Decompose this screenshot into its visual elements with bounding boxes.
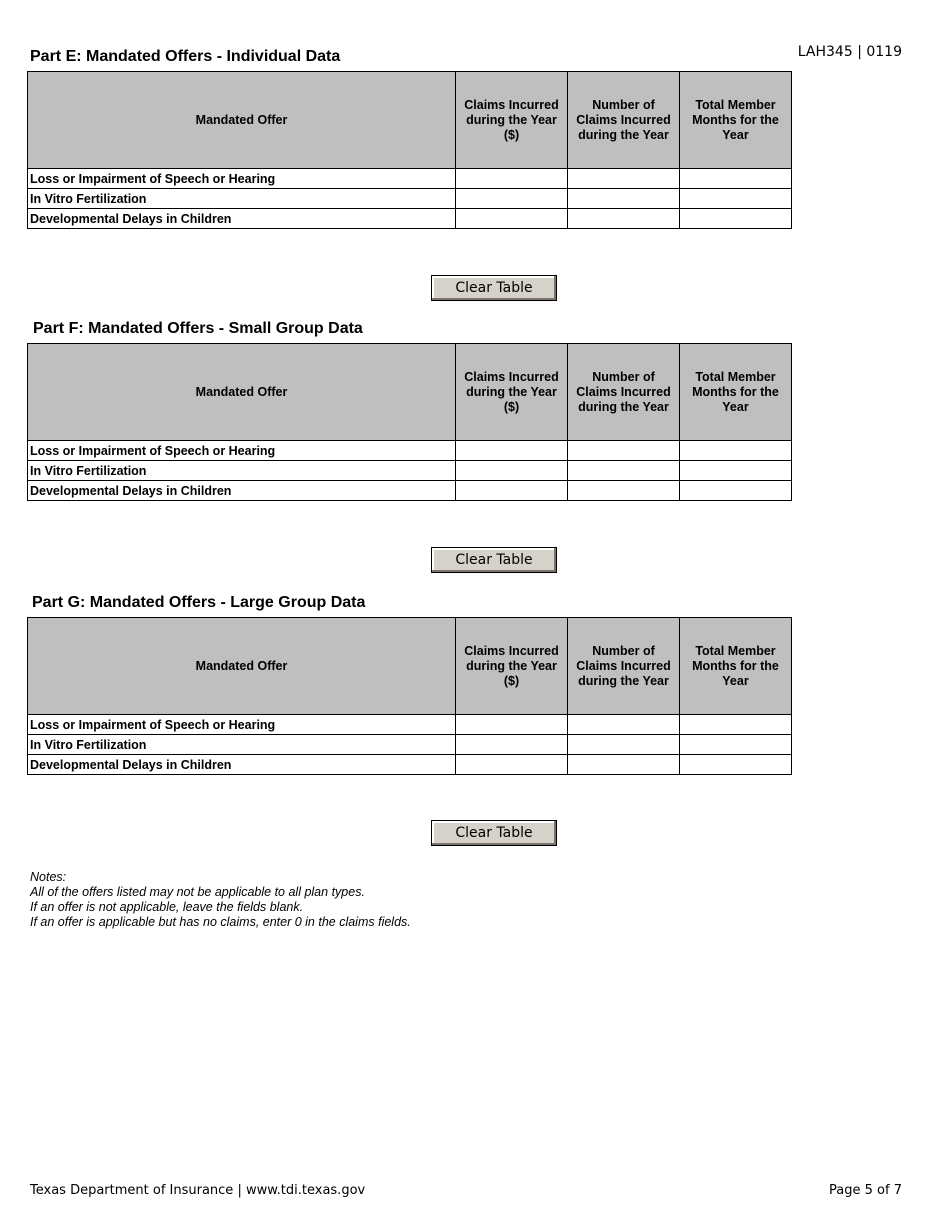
note-line: If an offer is applicable but has no claims, enter 0 in the claims fields. <box>30 915 411 929</box>
note-line: All of the offers listed may not be applicable to all plan types. <box>30 885 365 899</box>
row-label: Developmental Delays in Children <box>28 209 456 229</box>
section-title-part-e: Part E: Mandated Offers - Individual Data <box>30 48 341 65</box>
section-title-part-g: Part G: Mandated Offers - Large Group Data <box>32 594 366 611</box>
clear-table-button-part-g[interactable]: Clear Table <box>431 820 557 846</box>
table-part-f <box>27 343 792 501</box>
member-months-field[interactable] <box>680 169 792 189</box>
row-label: Loss or Impairment of Speech or Hearing <box>28 169 456 189</box>
col-header-num-claims: Number of Claims Incurred during the Year <box>568 344 680 441</box>
row-label: Loss or Impairment of Speech or Hearing <box>28 715 456 735</box>
notes <box>30 870 411 930</box>
table-row <box>28 755 792 775</box>
table-row <box>28 715 792 735</box>
row-label: In Vitro Fertilization <box>28 461 456 481</box>
num-claims-field[interactable] <box>568 735 680 755</box>
col-header-member-months: Total Member Months for the Year <box>680 618 792 715</box>
col-header-claims-incurred: Claims Incurred during the Year ($) <box>456 344 568 441</box>
row-label: Developmental Delays in Children <box>28 755 456 775</box>
member-months-field[interactable] <box>680 441 792 461</box>
row-label: Loss or Impairment of Speech or Hearing <box>28 441 456 461</box>
member-months-field[interactable] <box>680 481 792 501</box>
note-line: If an offer is not applicable, leave the fields blank. <box>30 900 304 914</box>
table-row <box>28 169 792 189</box>
num-claims-field[interactable] <box>568 715 680 735</box>
claims-incurred-field[interactable] <box>456 715 568 735</box>
table-part-e <box>27 71 792 229</box>
col-header-offer: Mandated Offer <box>28 618 456 715</box>
claims-incurred-field[interactable] <box>456 461 568 481</box>
num-claims-field[interactable] <box>568 189 680 209</box>
table-row <box>28 209 792 229</box>
footer-agency: Texas Department of Insurance | www.tdi.texas.gov <box>30 1183 366 1198</box>
num-claims-field[interactable] <box>568 755 680 775</box>
table-row <box>28 189 792 209</box>
claims-incurred-field[interactable] <box>456 209 568 229</box>
clear-table-button-part-e[interactable]: Clear Table <box>431 275 557 301</box>
claims-incurred-field[interactable] <box>456 735 568 755</box>
page-number: Page 5 of 7 <box>829 1183 902 1198</box>
num-claims-field[interactable] <box>568 441 680 461</box>
row-label: In Vitro Fertilization <box>28 735 456 755</box>
member-months-field[interactable] <box>680 189 792 209</box>
num-claims-field[interactable] <box>568 209 680 229</box>
col-header-num-claims: Number of Claims Incurred during the Year <box>568 618 680 715</box>
form-id: LAH345 | 0119 <box>797 44 902 60</box>
table-row <box>28 735 792 755</box>
col-header-claims-incurred: Claims Incurred during the Year ($) <box>456 618 568 715</box>
col-header-offer: Mandated Offer <box>28 72 456 169</box>
num-claims-field[interactable] <box>568 461 680 481</box>
member-months-field[interactable] <box>680 209 792 229</box>
col-header-member-months: Total Member Months for the Year <box>680 72 792 169</box>
table-row <box>28 461 792 481</box>
num-claims-field[interactable] <box>568 481 680 501</box>
member-months-field[interactable] <box>680 755 792 775</box>
claims-incurred-field[interactable] <box>456 755 568 775</box>
clear-table-button-part-f[interactable]: Clear Table <box>431 547 557 573</box>
claims-incurred-field[interactable] <box>456 169 568 189</box>
col-header-num-claims: Number of Claims Incurred during the Year <box>568 72 680 169</box>
member-months-field[interactable] <box>680 735 792 755</box>
col-header-claims-incurred: Claims Incurred during the Year ($) <box>456 72 568 169</box>
col-header-member-months: Total Member Months for the Year <box>680 344 792 441</box>
row-label: In Vitro Fertilization <box>28 189 456 209</box>
section-title-part-f: Part F: Mandated Offers - Small Group Data <box>33 320 363 337</box>
row-label: Developmental Delays in Children <box>28 481 456 501</box>
num-claims-field[interactable] <box>568 169 680 189</box>
member-months-field[interactable] <box>680 715 792 735</box>
table-row <box>28 441 792 461</box>
notes-heading: Notes: <box>30 870 67 884</box>
table-part-g <box>27 617 792 775</box>
claims-incurred-field[interactable] <box>456 189 568 209</box>
col-header-offer: Mandated Offer <box>28 344 456 441</box>
table-row <box>28 481 792 501</box>
claims-incurred-field[interactable] <box>456 481 568 501</box>
member-months-field[interactable] <box>680 461 792 481</box>
claims-incurred-field[interactable] <box>456 441 568 461</box>
